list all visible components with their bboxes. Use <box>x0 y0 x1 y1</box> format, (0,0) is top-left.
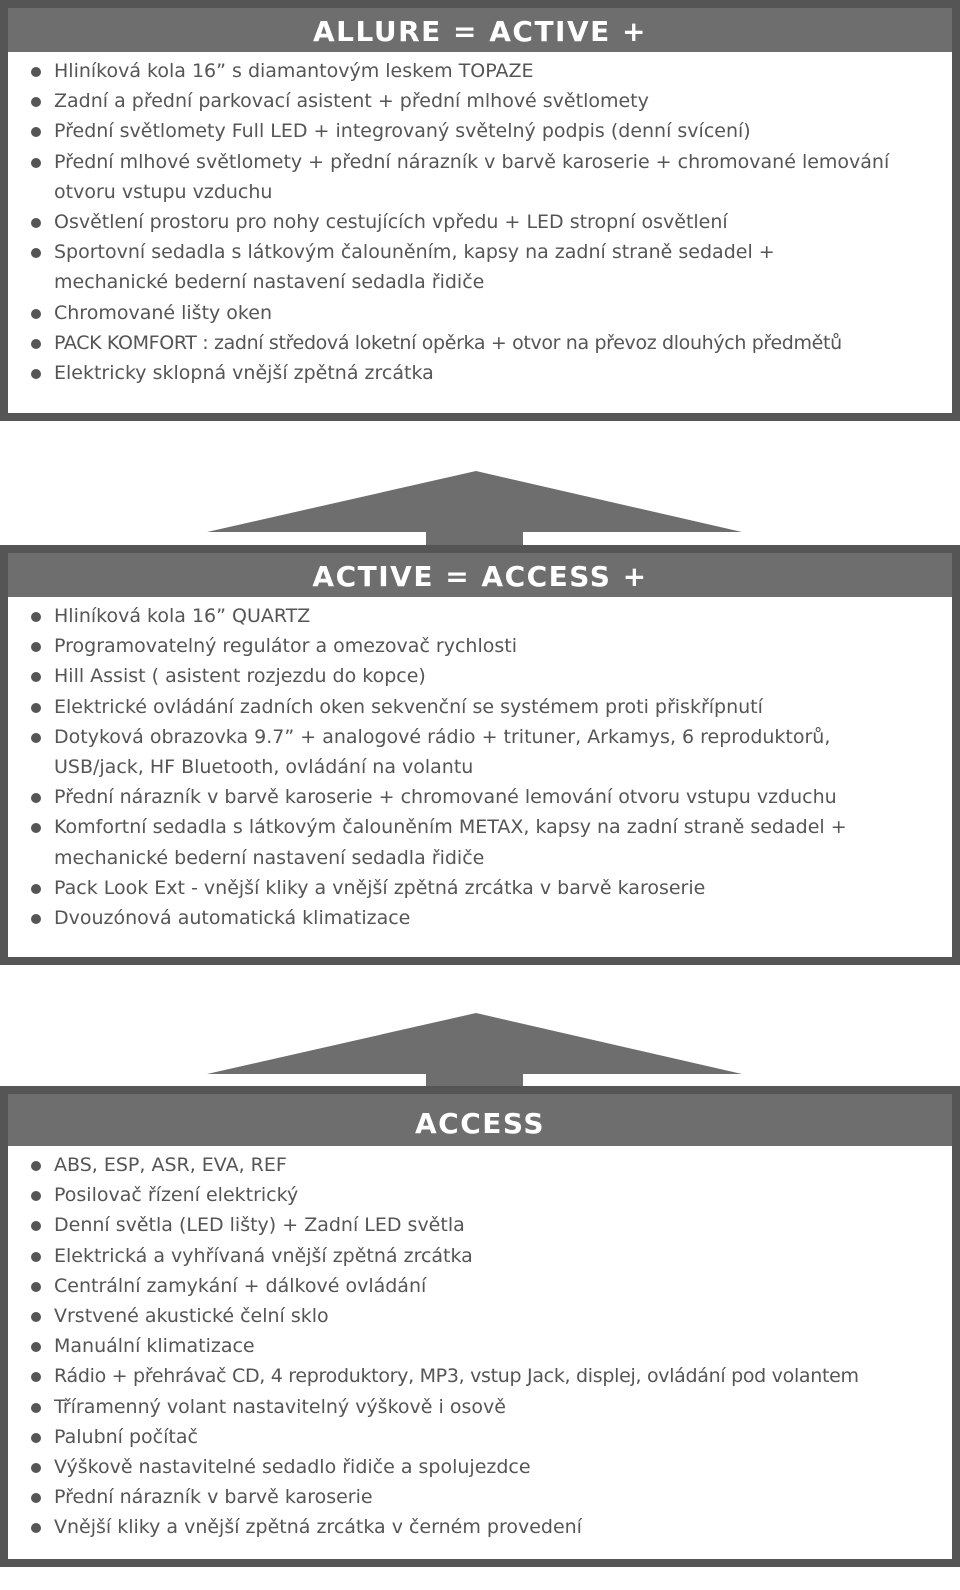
list-item: Hill Assist ( asistent rozjezdu do kopce) <box>54 661 952 691</box>
list-item: PACK KOMFORT : zadní středová loketní opěrka + otvor na převoz dlouhých předmětů <box>54 328 932 358</box>
active-feature-list <box>8 597 952 933</box>
list-item: Přední světlomety Full LED + integrovaný světelný podpis (denní svícení) <box>54 116 932 146</box>
list-item: ABS, ESP, ASR, EVA, REF <box>54 1150 952 1180</box>
list-item: Přední mlhové světlomety + přední nárazník v barvě karoserie + chromované lemování otvoru vstupu vzduchu <box>54 147 934 207</box>
list-item: Rádio + přehrávač CD, 4 reproduktory, MP3, vstup Jack, displej, ovládání pod volantem <box>54 1361 952 1391</box>
list-item: Přední nárazník v barvě karoserie + chromované lemování otvoru vstupu vzduchu <box>54 782 952 812</box>
list-item: Elektricky sklopná vnější zpětná zrcátka <box>54 358 932 388</box>
allure-section-title: ALLURE = ACTIVE + <box>8 8 952 52</box>
arrow-up-icon <box>0 470 960 552</box>
allure-section <box>0 0 960 421</box>
list-item: Elektrická a vyhřívaná vnější zpětná zrcátka <box>54 1241 952 1271</box>
access-section-title: ACCESS <box>8 1094 952 1146</box>
list-item: Hliníková kola 16” QUARTZ <box>54 601 952 631</box>
list-item: Posilovač řízení elektrický <box>54 1180 952 1210</box>
access-feature-list <box>8 1146 952 1543</box>
list-item: Vnější kliky a vnější zpětná zrcátka v černém provedení <box>54 1512 952 1542</box>
list-item: Osvětlení prostoru pro nohy cestujících vpředu + LED stropní osvětlení <box>54 207 932 237</box>
list-item: Pack Look Ext - vnější kliky a vnější zpětná zrcátka v barvě karoserie <box>54 873 952 903</box>
active-section-title: ACTIVE = ACCESS + <box>8 553 952 597</box>
list-item: Chromované lišty oken <box>54 298 932 328</box>
allure-feature-list <box>8 52 952 388</box>
access-section <box>0 1086 960 1567</box>
list-item: Dotyková obrazovka 9.7” + analogové rádio + trituner, Arkamys, 6 reproduktorů, USB/jack, HF Bluetooth, ovládání na volantu <box>54 722 874 782</box>
list-item: Programovatelný regulátor a omezovač rychlosti <box>54 631 952 661</box>
arrow-up-icon <box>0 1012 960 1094</box>
list-item: Zadní a přední parkovací asistent + přední mlhové světlomety <box>54 86 932 116</box>
list-item: Manuální klimatizace <box>54 1331 952 1361</box>
list-item: Tříramenný volant nastavitelný výškově i osově <box>54 1392 952 1422</box>
list-item: Palubní počítač <box>54 1422 952 1452</box>
list-item: Elektrické ovládání zadních oken sekvenční se systémem proti přiskřípnutí <box>54 692 952 722</box>
list-item: Výškově nastavitelné sedadlo řidiče a spolujezdce <box>54 1452 952 1482</box>
active-section <box>0 545 960 965</box>
list-item: Přední nárazník v barvě karoserie <box>54 1482 952 1512</box>
list-item: Hliníková kola 16” s diamantovým leskem TOPAZE <box>54 56 932 86</box>
list-item: Vrstvené akustické čelní sklo <box>54 1301 952 1331</box>
list-item: Centrální zamykání + dálkové ovládání <box>54 1271 952 1301</box>
list-item: Denní světla (LED lišty) + Zadní LED světla <box>54 1210 952 1240</box>
list-item: Komfortní sedadla s látkovým čalouněním METAX, kapsy na zadní straně sedadel + mechanické bederní nastavení sedadla řidiče <box>54 812 894 872</box>
list-item: Dvouzónová automatická klimatizace <box>54 903 952 933</box>
list-item: Sportovní sedadla s látkovým čalouněním, kapsy na zadní straně sedadel + mechanické bederní nastavení sedadla řidiče <box>54 237 814 297</box>
